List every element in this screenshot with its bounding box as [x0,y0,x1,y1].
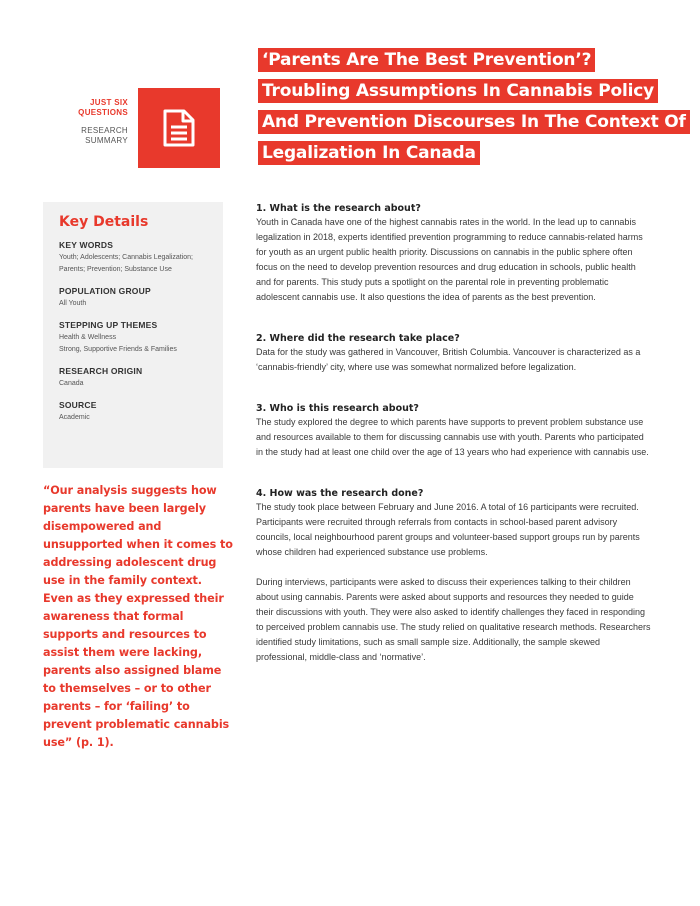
section-paragraph: The study took place between February and June 2016. A total of 16 participants were recruited. Participants were recruited through referrals from contacts in school-based parent advisory councils, local neighbourhood parent groups and volunteer-based support groups run by parents whose children had experienced substance use problems. [256,502,640,557]
brand-line-questions: QUESTIONS [78,108,128,117]
key-words-label: KEY WORDS [59,240,114,250]
section-heading: 3. Who is this research about? [256,403,419,414]
section-paragraph: Data for the study was gathered in Vancouver, British Columbia. Vancouver is characterized as a ‘cannabis-friendly’ city, where use was somewhat normalized before legalization. [256,347,641,372]
title-line: And Prevention Discourses In The Context Of [258,110,690,134]
section-heading: 4. How was the research done? [256,488,424,499]
section-who [256,402,652,460]
brand-line-just-six: JUST SIX [90,98,128,107]
title-line: ‘Parents Are The Best Prevention’? [258,48,595,72]
stepping-up-themes-label: STEPPING UP THEMES [59,320,158,330]
pull-quote: “Our analysis suggests how parents have been largely disempowered and unsupported when it comes to addressing adolescent drug use in the family context. Even as they expressed their awareness that formal supports and resources to assist them were lacking, parents also assigned blame to themselves – or to other parents – for ‘failing’ to prevent problematic cannabis use” (p. 1). [43,484,233,749]
section-where [256,332,652,375]
source-value: Academic [59,414,90,421]
research-origin-label: RESEARCH ORIGIN [59,366,143,376]
section-paragraph: During interviews, participants were asked to discuss their experiences talking to their children about using cannabis. Parents were asked about supports and resources they needed to guide their discussions with youth. They were also asked to identify challenges they faced in responding to perceived problem cannabis use. The study relied on qualitative research methods. Researchers identified study limitations, such as small sample size. Additionally, the sample skewed professional, middle-class and ‘normative’. [256,577,651,662]
section-heading: 1. What is the research about? [256,203,421,214]
population-group-value: All Youth [59,300,87,307]
section-how [256,487,652,665]
section-heading: 2. Where did the research take place? [256,333,460,344]
main-content [256,202,652,692]
key-details-heading: Key Details [59,214,149,230]
document-icon [162,108,196,148]
research-origin-value: Canada [59,380,84,387]
brand-logo-box [138,88,220,168]
title-line: Legalization In Canada [258,141,480,165]
key-details-panel [43,202,223,468]
brand-block [60,88,220,168]
section-what [256,202,652,305]
page-title [258,48,686,172]
stepping-up-themes-value: Health & Wellness Strong, Supportive Friends & Families [59,334,177,353]
brand-line-summary: SUMMARY [85,136,128,145]
title-line: Troubling Assumptions In Cannabis Policy [258,79,658,103]
section-paragraph: Youth in Canada have one of the highest cannabis rates in the world. In the lead up to cannabis legalization in 2018, experts identified prevention programming to reduce cannabis-related harms for youth as an urgent public health priority. Discussions on cannabis in the public sphere often focus on the need to develop prevention resources and drug education in schools, public health and for parents. This study puts a spotlight on the parental role in preventing problematic adolescent cannabis use. It also questions the idea of parents as the best prevention. [256,217,643,302]
brand-line-research: RESEARCH [81,126,128,135]
key-words-value: Youth; Adolescents; Cannabis Legalization; Parents; Prevention; Substance Use [59,254,194,273]
source-label: SOURCE [59,400,97,410]
section-paragraph: The study explored the degree to which parents have supports to prevent problem substance use and resources available to them for discussing cannabis use with youth. Parents who participated in the study had at least one child over the age of 13 years who had experience with cannabis use. [256,417,649,457]
population-group-label: POPULATION GROUP [59,286,151,296]
brand-text [60,98,128,146]
